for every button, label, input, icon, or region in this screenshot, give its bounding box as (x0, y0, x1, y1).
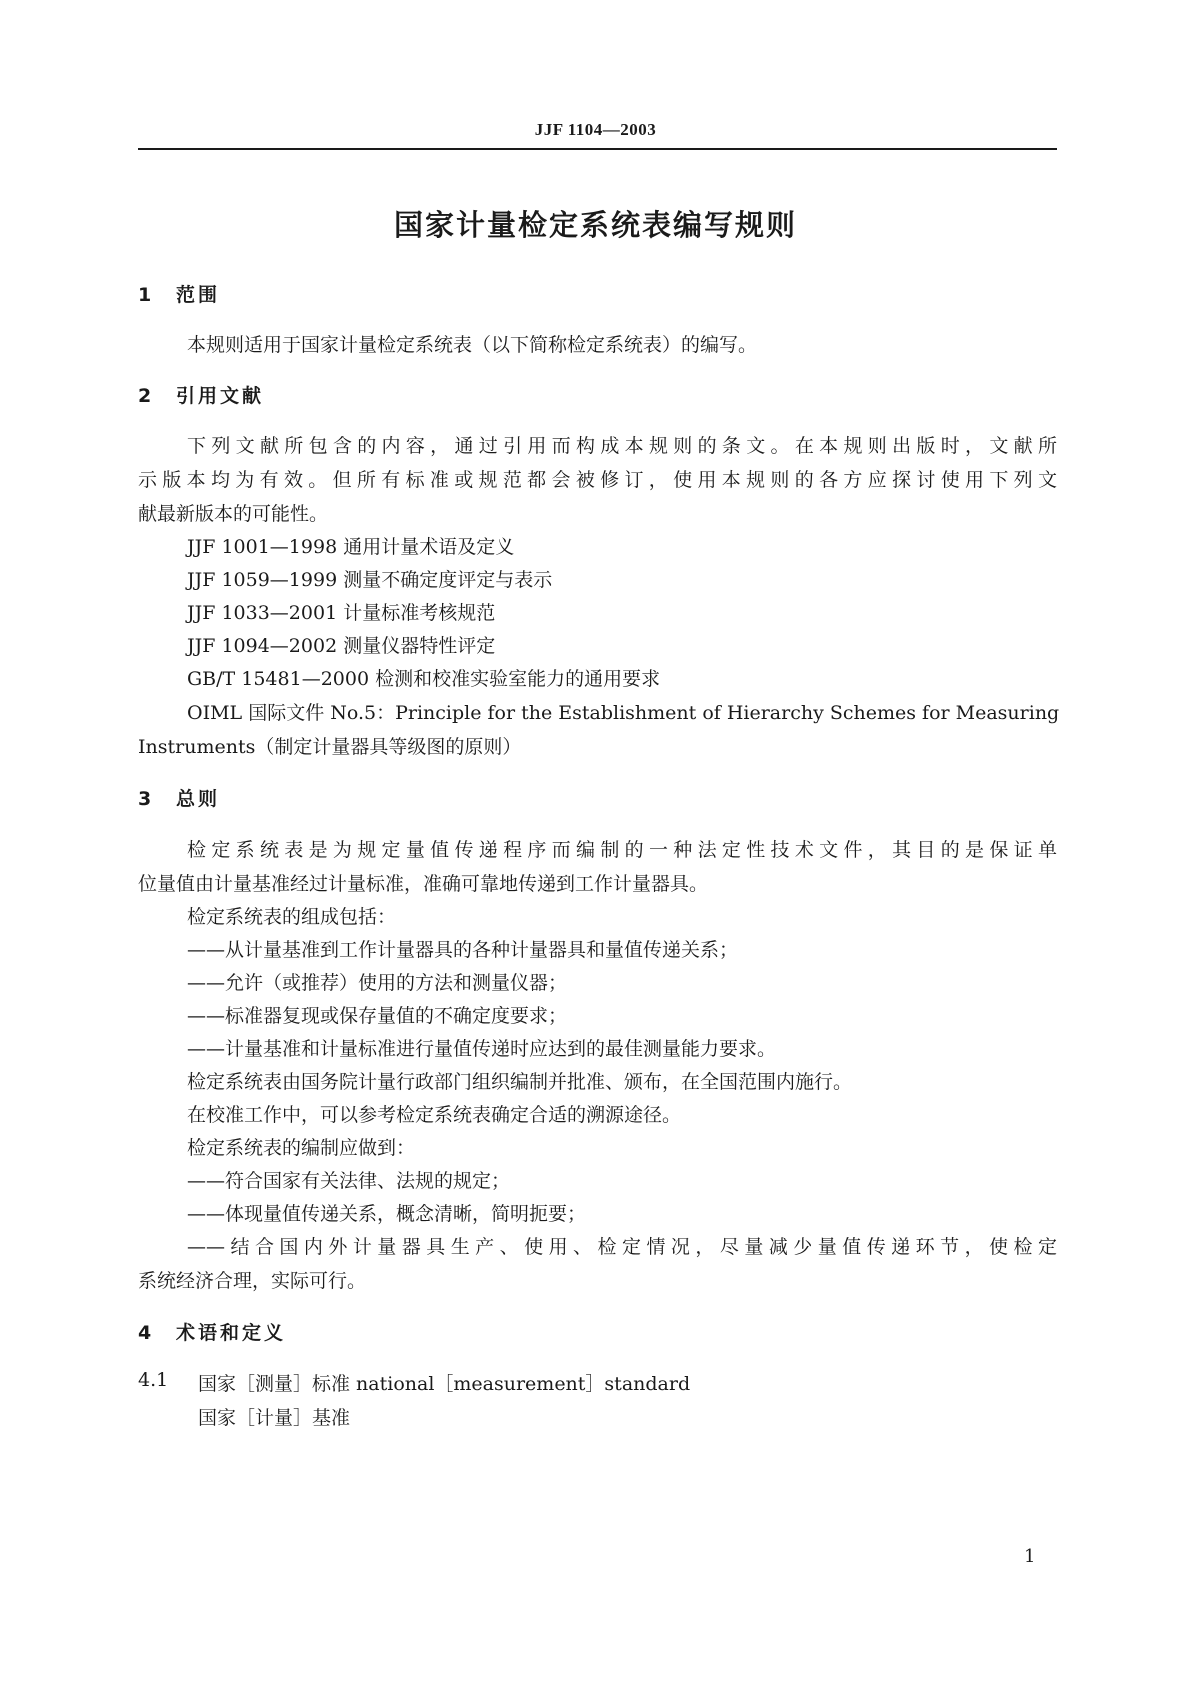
definition-term: 国家［测量］标准 national［measurement］standard (198, 1373, 691, 1395)
section-title: 引用文献 (176, 385, 265, 407)
requirements-intro: 检定系统表的编制应做到： (187, 1137, 416, 1159)
section-1-text: 本规则适用于国家计量检定系统表（以下简称检定系统表）的编写。 (187, 334, 758, 356)
list-item: ——符合国家有关法律、法规的规定； (187, 1170, 511, 1192)
section-number: 1 (138, 284, 152, 306)
section-2-heading (138, 381, 264, 408)
header-rule (138, 148, 1057, 150)
section-4-heading (138, 1318, 286, 1345)
section-title: 总则 (176, 788, 221, 810)
section-title: 范围 (176, 284, 221, 306)
list-item: ——标准器复现或保存量值的不确定度要求； (187, 1005, 568, 1027)
page-number: 1 (1024, 1546, 1036, 1567)
list-item: ——计量基准和计量标准进行量值传递时应达到的最佳测量能力要求。 (187, 1038, 777, 1060)
list-item: ——允许（或推荐）使用的方法和测量仪器； (187, 972, 568, 994)
section-number: 3 (138, 788, 152, 810)
document-title: 国家计量检定系统表编写规则 (393, 208, 797, 242)
definition-synonym: 国家［计量］基准 (198, 1407, 351, 1429)
section-2-intro-line-2: 示版本均为有效。但所有标准或规范都会被修订，使用本规则的各方应探讨使用下列文 (138, 469, 1057, 491)
composition-intro: 检定系统表的组成包括： (187, 906, 397, 928)
oiml-reference-line-1: OIML 国际文件 No.5：Principle for the Establishment of Hierarchy Schemes for Measuring (187, 702, 1060, 724)
section-1-heading (138, 280, 220, 307)
section-3-para-line-1: 检定系统表是为规定量值传递程序而编制的一种法定性技术文件，其目的是保证单 (187, 839, 1057, 861)
list-item: ——从计量基准到工作计量器具的各种计量器具和量值传递关系； (187, 939, 739, 961)
section-2-intro-line-1: 下列文献所包含的内容，通过引用而构成本规则的条文。在本规则出版时，文献所 (187, 435, 1057, 457)
oiml-reference-line-2: Instruments（制定计量器具等级图的原则） (138, 736, 522, 758)
definition-number: 4.1 (138, 1369, 169, 1391)
list-item: ——体现量值传递关系，概念清晰，简明扼要； (187, 1203, 587, 1225)
section-number: 4 (138, 1322, 152, 1344)
reference-item: JJF 1001—1998 通用计量术语及定义 (187, 536, 515, 558)
list-item-line-1: ——结合国内外计量器具生产、使用、检定情况，尽量减少量值传递环节，使检定 (187, 1236, 1057, 1258)
approval-text: 检定系统表由国务院计量行政部门组织编制并批准、颁布，在全国范围内施行。 (187, 1071, 853, 1093)
reference-item: JJF 1094—2002 测量仪器特性评定 (187, 635, 496, 657)
section-2-intro-line-3: 献最新版本的可能性。 (138, 503, 329, 525)
section-title: 术语和定义 (176, 1322, 287, 1344)
calibration-text: 在校准工作中，可以参考检定系统表确定合适的溯源途径。 (187, 1104, 682, 1126)
reference-item: GB/T 15481—2000 检测和校准实验室能力的通用要求 (187, 668, 661, 690)
section-3-heading (138, 784, 220, 811)
section-3-para-line-2: 位量值由计量基准经过计量标准，准确可靠地传递到工作计量器具。 (138, 873, 709, 895)
document-code: JJF 1104—2003 (534, 120, 657, 139)
list-item-line-2: 系统经济合理，实际可行。 (138, 1270, 367, 1292)
section-number: 2 (138, 385, 152, 407)
reference-item: JJF 1059—1999 测量不确定度评定与表示 (187, 569, 553, 591)
reference-item: JJF 1033—2001 计量标准考核规范 (187, 602, 496, 624)
